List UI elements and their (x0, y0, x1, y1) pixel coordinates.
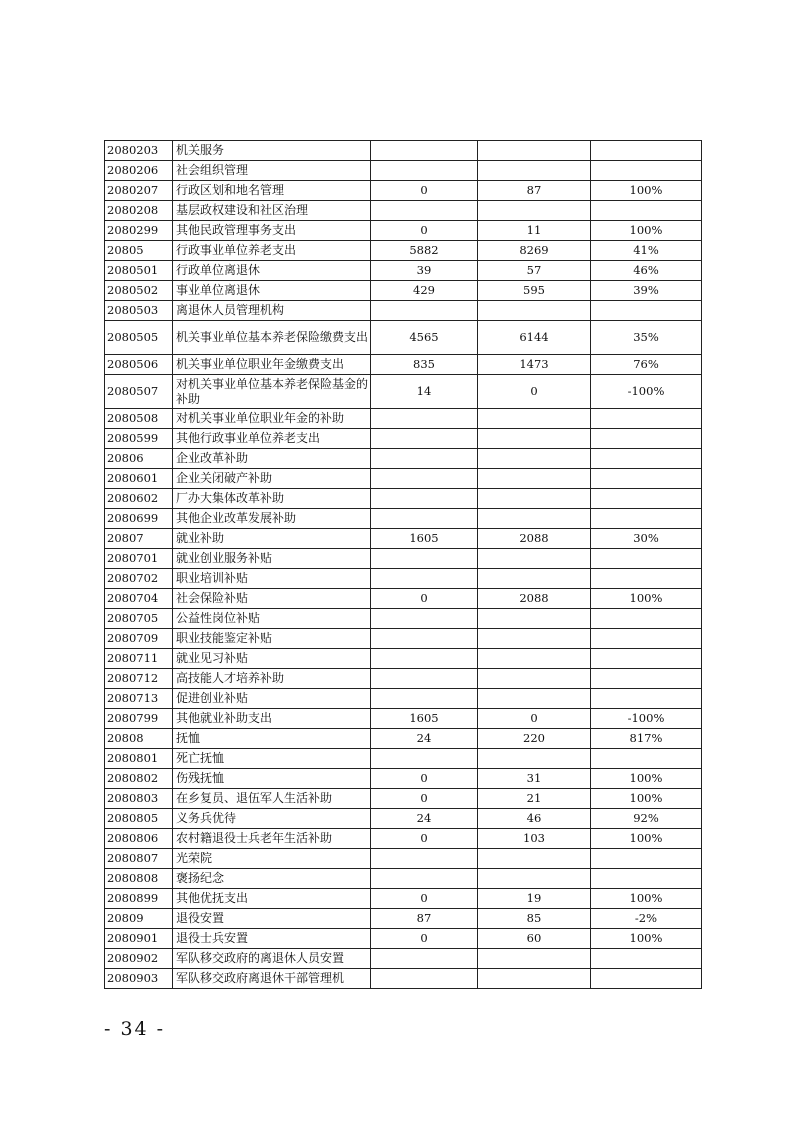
row-curr-amount-cell: 46 (478, 809, 591, 829)
row-code-cell: 2080699 (105, 509, 173, 529)
row-curr-amount-cell (478, 201, 591, 221)
row-name-cell: 厂办大集体改革补助 (173, 489, 371, 509)
row-code-cell: 20809 (105, 909, 173, 929)
row-change-pct-cell (591, 301, 702, 321)
row-change-pct-cell (591, 669, 702, 689)
row-name-cell: 光荣院 (173, 849, 371, 869)
row-change-pct-cell: 100% (591, 829, 702, 849)
row-name-cell: 离退休人员管理机构 (173, 301, 371, 321)
row-curr-amount-cell: 0 (478, 709, 591, 729)
row-name-cell: 其他民政管理事务支出 (173, 221, 371, 241)
row-name-cell: 行政单位离退休 (173, 261, 371, 281)
row-prev-amount-cell (371, 141, 478, 161)
row-curr-amount-cell: 31 (478, 769, 591, 789)
row-curr-amount-cell (478, 749, 591, 769)
table-row (105, 321, 702, 355)
row-change-pct-cell: 100% (591, 929, 702, 949)
row-prev-amount-cell: 0 (371, 181, 478, 201)
row-prev-amount-cell: 1605 (371, 529, 478, 549)
row-code-cell: 2080704 (105, 589, 173, 609)
row-prev-amount-cell: 429 (371, 281, 478, 301)
row-change-pct-cell (591, 749, 702, 769)
row-code-cell: 2080701 (105, 549, 173, 569)
row-code-cell: 20806 (105, 449, 173, 469)
row-name-cell: 褒扬纪念 (173, 869, 371, 889)
row-curr-amount-cell (478, 469, 591, 489)
row-curr-amount-cell (478, 689, 591, 709)
row-name-cell: 对机关事业单位职业年金的补助 (173, 409, 371, 429)
row-change-pct-cell: 92% (591, 809, 702, 829)
row-prev-amount-cell (371, 629, 478, 649)
row-name-cell: 抚恤 (173, 729, 371, 749)
row-prev-amount-cell (371, 949, 478, 969)
row-curr-amount-cell: 21 (478, 789, 591, 809)
row-prev-amount-cell: 0 (371, 221, 478, 241)
row-name-cell: 对机关事业单位基本养老保险基金的补助 (173, 375, 371, 409)
table-row (105, 909, 702, 929)
row-code-cell: 2080803 (105, 789, 173, 809)
row-code-cell: 2080705 (105, 609, 173, 629)
row-code-cell: 2080801 (105, 749, 173, 769)
table-row (105, 969, 702, 989)
table-row (105, 489, 702, 509)
row-curr-amount-cell (478, 449, 591, 469)
row-change-pct-cell (591, 969, 702, 989)
row-change-pct-cell (591, 509, 702, 529)
row-prev-amount-cell: 0 (371, 769, 478, 789)
row-change-pct-cell (591, 949, 702, 969)
page-number: - 34 - (104, 1018, 166, 1040)
row-code-cell: 20805 (105, 241, 173, 261)
row-prev-amount-cell (371, 161, 478, 181)
row-name-cell: 基层政权建设和社区治理 (173, 201, 371, 221)
row-change-pct-cell (591, 429, 702, 449)
row-name-cell: 高技能人才培养补助 (173, 669, 371, 689)
row-code-cell: 2080805 (105, 809, 173, 829)
table-body (105, 141, 702, 989)
table-row (105, 141, 702, 161)
row-change-pct-cell: 76% (591, 355, 702, 375)
row-name-cell: 就业补助 (173, 529, 371, 549)
table-row (105, 849, 702, 869)
row-prev-amount-cell (371, 869, 478, 889)
row-change-pct-cell (591, 649, 702, 669)
row-curr-amount-cell: 103 (478, 829, 591, 849)
row-name-cell: 军队移交政府的离退休人员安置 (173, 949, 371, 969)
row-curr-amount-cell (478, 609, 591, 629)
table-row (105, 769, 702, 789)
table-row (105, 929, 702, 949)
row-prev-amount-cell (371, 301, 478, 321)
row-prev-amount-cell: 1605 (371, 709, 478, 729)
row-prev-amount-cell: 39 (371, 261, 478, 281)
row-change-pct-cell (591, 409, 702, 429)
row-code-cell: 2080709 (105, 629, 173, 649)
row-code-cell: 2080802 (105, 769, 173, 789)
row-change-pct-cell (591, 629, 702, 649)
row-name-cell: 事业单位离退休 (173, 281, 371, 301)
row-curr-amount-cell (478, 669, 591, 689)
table-row (105, 889, 702, 909)
row-code-cell: 2080601 (105, 469, 173, 489)
row-name-cell: 在乡复员、退伍军人生活补助 (173, 789, 371, 809)
row-change-pct-cell (591, 849, 702, 869)
table-row (105, 669, 702, 689)
row-change-pct-cell (591, 201, 702, 221)
row-prev-amount-cell: 835 (371, 355, 478, 375)
row-code-cell: 2080899 (105, 889, 173, 909)
table-row (105, 629, 702, 649)
table-row (105, 829, 702, 849)
row-code-cell: 2080507 (105, 375, 173, 409)
row-code-cell: 2080807 (105, 849, 173, 869)
row-change-pct-cell: 100% (591, 589, 702, 609)
row-name-cell: 就业创业服务补贴 (173, 549, 371, 569)
row-code-cell: 2080902 (105, 949, 173, 969)
row-code-cell: 2080501 (105, 261, 173, 281)
row-change-pct-cell: 46% (591, 261, 702, 281)
row-change-pct-cell: -100% (591, 709, 702, 729)
table-row (105, 449, 702, 469)
row-change-pct-cell: 100% (591, 789, 702, 809)
row-curr-amount-cell (478, 161, 591, 181)
row-prev-amount-cell: 14 (371, 375, 478, 409)
row-change-pct-cell (591, 569, 702, 589)
row-name-cell: 其他优抚支出 (173, 889, 371, 909)
row-prev-amount-cell: 87 (371, 909, 478, 929)
row-name-cell: 企业关闭破产补助 (173, 469, 371, 489)
row-code-cell: 2080508 (105, 409, 173, 429)
row-change-pct-cell: 30% (591, 529, 702, 549)
row-curr-amount-cell (478, 969, 591, 989)
row-code-cell: 2080505 (105, 321, 173, 355)
row-name-cell: 退役安置 (173, 909, 371, 929)
row-name-cell: 行政区划和地名管理 (173, 181, 371, 201)
table-row (105, 181, 702, 201)
row-change-pct-cell (591, 449, 702, 469)
row-curr-amount-cell (478, 141, 591, 161)
row-curr-amount-cell: 11 (478, 221, 591, 241)
table-row (105, 709, 702, 729)
row-code-cell: 2080808 (105, 869, 173, 889)
row-curr-amount-cell (478, 549, 591, 569)
row-change-pct-cell (591, 689, 702, 709)
row-curr-amount-cell (478, 869, 591, 889)
table-row (105, 469, 702, 489)
row-change-pct-cell: 35% (591, 321, 702, 355)
row-name-cell: 企业改革补助 (173, 449, 371, 469)
row-code-cell: 2080502 (105, 281, 173, 301)
row-code-cell: 2080702 (105, 569, 173, 589)
table-row (105, 749, 702, 769)
row-name-cell: 机关服务 (173, 141, 371, 161)
row-prev-amount-cell (371, 969, 478, 989)
row-prev-amount-cell (371, 469, 478, 489)
row-prev-amount-cell (371, 849, 478, 869)
row-code-cell: 2080208 (105, 201, 173, 221)
row-curr-amount-cell: 6144 (478, 321, 591, 355)
row-name-cell: 军队移交政府离退休干部管理机 (173, 969, 371, 989)
table-row (105, 429, 702, 449)
row-name-cell: 社会组织管理 (173, 161, 371, 181)
table-row (105, 261, 702, 281)
row-prev-amount-cell: 0 (371, 829, 478, 849)
row-prev-amount-cell (371, 569, 478, 589)
table-row (105, 689, 702, 709)
row-change-pct-cell: -2% (591, 909, 702, 929)
row-prev-amount-cell: 0 (371, 789, 478, 809)
row-code-cell: 2080206 (105, 161, 173, 181)
row-name-cell: 义务兵优待 (173, 809, 371, 829)
row-code-cell: 2080711 (105, 649, 173, 669)
row-curr-amount-cell: 57 (478, 261, 591, 281)
row-change-pct-cell: 41% (591, 241, 702, 261)
row-change-pct-cell (591, 161, 702, 181)
table-row (105, 569, 702, 589)
row-curr-amount-cell: 220 (478, 729, 591, 749)
row-prev-amount-cell (371, 429, 478, 449)
table-row (105, 241, 702, 261)
table-row (105, 201, 702, 221)
row-curr-amount-cell: 60 (478, 929, 591, 949)
table-row (105, 729, 702, 749)
row-curr-amount-cell (478, 409, 591, 429)
row-curr-amount-cell: 19 (478, 889, 591, 909)
row-name-cell: 死亡抚恤 (173, 749, 371, 769)
row-prev-amount-cell: 5882 (371, 241, 478, 261)
table-row (105, 409, 702, 429)
row-change-pct-cell: 100% (591, 221, 702, 241)
row-curr-amount-cell: 0 (478, 375, 591, 409)
row-curr-amount-cell: 8269 (478, 241, 591, 261)
table-row (105, 221, 702, 241)
row-change-pct-cell: 100% (591, 769, 702, 789)
row-code-cell: 2080806 (105, 829, 173, 849)
row-code-cell: 2080506 (105, 355, 173, 375)
row-prev-amount-cell: 24 (371, 809, 478, 829)
row-name-cell: 公益性岗位补贴 (173, 609, 371, 629)
row-name-cell: 社会保险补贴 (173, 589, 371, 609)
row-code-cell: 2080203 (105, 141, 173, 161)
row-code-cell: 2080599 (105, 429, 173, 449)
row-name-cell: 就业见习补贴 (173, 649, 371, 669)
row-name-cell: 职业培训补贴 (173, 569, 371, 589)
row-name-cell: 职业技能鉴定补贴 (173, 629, 371, 649)
table-row (105, 809, 702, 829)
row-curr-amount-cell (478, 429, 591, 449)
row-prev-amount-cell: 4565 (371, 321, 478, 355)
row-curr-amount-cell: 2088 (478, 529, 591, 549)
row-code-cell: 20807 (105, 529, 173, 549)
row-curr-amount-cell (478, 489, 591, 509)
row-name-cell: 机关事业单位职业年金缴费支出 (173, 355, 371, 375)
table-row (105, 609, 702, 629)
table-row (105, 949, 702, 969)
row-change-pct-cell (591, 489, 702, 509)
row-change-pct-cell (591, 141, 702, 161)
row-curr-amount-cell (478, 649, 591, 669)
row-change-pct-cell: 817% (591, 729, 702, 749)
table-row (105, 869, 702, 889)
row-curr-amount-cell: 85 (478, 909, 591, 929)
row-prev-amount-cell: 0 (371, 589, 478, 609)
row-prev-amount-cell (371, 201, 478, 221)
row-code-cell: 2080207 (105, 181, 173, 201)
row-code-cell: 2080901 (105, 929, 173, 949)
row-code-cell: 2080713 (105, 689, 173, 709)
row-curr-amount-cell (478, 509, 591, 529)
row-prev-amount-cell (371, 449, 478, 469)
row-name-cell: 农村籍退役士兵老年生活补助 (173, 829, 371, 849)
table-row (105, 301, 702, 321)
row-change-pct-cell: 100% (591, 889, 702, 909)
table-row (105, 281, 702, 301)
row-prev-amount-cell (371, 489, 478, 509)
row-prev-amount-cell (371, 669, 478, 689)
row-code-cell: 20808 (105, 729, 173, 749)
row-change-pct-cell (591, 609, 702, 629)
row-prev-amount-cell (371, 689, 478, 709)
row-code-cell: 2080503 (105, 301, 173, 321)
row-code-cell: 2080903 (105, 969, 173, 989)
row-code-cell: 2080299 (105, 221, 173, 241)
table-row (105, 649, 702, 669)
table-row (105, 355, 702, 375)
row-curr-amount-cell (478, 629, 591, 649)
row-curr-amount-cell: 2088 (478, 589, 591, 609)
row-change-pct-cell: 39% (591, 281, 702, 301)
row-change-pct-cell (591, 469, 702, 489)
row-prev-amount-cell: 24 (371, 729, 478, 749)
row-prev-amount-cell: 0 (371, 929, 478, 949)
row-change-pct-cell (591, 549, 702, 569)
row-curr-amount-cell: 595 (478, 281, 591, 301)
row-code-cell: 2080712 (105, 669, 173, 689)
table-row (105, 529, 702, 549)
row-curr-amount-cell (478, 569, 591, 589)
row-curr-amount-cell (478, 301, 591, 321)
row-prev-amount-cell (371, 609, 478, 629)
row-change-pct-cell: 100% (591, 181, 702, 201)
row-prev-amount-cell (371, 749, 478, 769)
row-code-cell: 2080602 (105, 489, 173, 509)
row-name-cell: 其他行政事业单位养老支出 (173, 429, 371, 449)
row-name-cell: 其他企业改革发展补助 (173, 509, 371, 529)
row-name-cell: 退役士兵安置 (173, 929, 371, 949)
table-row (105, 589, 702, 609)
table-row (105, 161, 702, 181)
row-curr-amount-cell: 1473 (478, 355, 591, 375)
row-name-cell: 伤残抚恤 (173, 769, 371, 789)
row-name-cell: 其他就业补助支出 (173, 709, 371, 729)
budget-table (104, 140, 702, 989)
table-row (105, 789, 702, 809)
row-name-cell: 行政事业单位养老支出 (173, 241, 371, 261)
row-curr-amount-cell: 87 (478, 181, 591, 201)
row-prev-amount-cell (371, 509, 478, 529)
table-row (105, 549, 702, 569)
row-prev-amount-cell (371, 649, 478, 669)
row-name-cell: 促进创业补贴 (173, 689, 371, 709)
row-curr-amount-cell (478, 949, 591, 969)
row-prev-amount-cell (371, 409, 478, 429)
row-change-pct-cell (591, 869, 702, 889)
row-curr-amount-cell (478, 849, 591, 869)
row-prev-amount-cell: 0 (371, 889, 478, 909)
row-name-cell: 机关事业单位基本养老保险缴费支出 (173, 321, 371, 355)
row-prev-amount-cell (371, 549, 478, 569)
row-change-pct-cell: -100% (591, 375, 702, 409)
table-row (105, 509, 702, 529)
row-code-cell: 2080799 (105, 709, 173, 729)
table-row (105, 375, 702, 409)
